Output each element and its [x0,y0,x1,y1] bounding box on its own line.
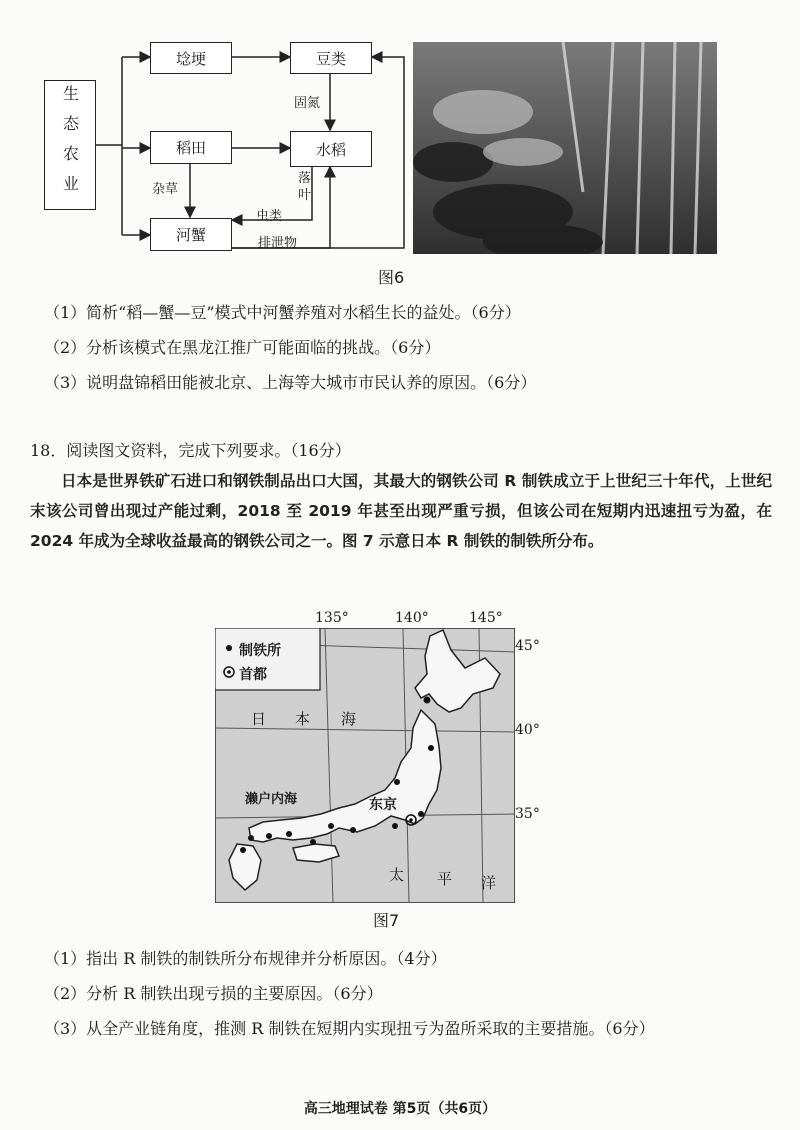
lat-label-35: 35° [515,806,540,822]
lon-label-135: 135° [315,610,349,626]
sea-of-japan-char-3: 海 [341,710,357,728]
figure6-caption: 图6 [378,268,405,287]
crab-box: 河蟹 [150,218,232,251]
q18-heading: 18．阅读图文资料，完成下列要求。（16分） [30,441,351,460]
q18-paragraph [30,466,772,556]
tokyo-label: 东京 [369,797,397,813]
inland-sea-label: 濑户内海 [245,792,298,807]
legend-plant-label: 制铁所 [239,643,281,659]
pacific-char-1: 太 [389,866,405,884]
bean-box: 豆类 [290,42,372,74]
eco-agriculture-box: 生态农业 [44,80,96,210]
leaves-label: 落叶 [298,171,312,203]
sea-of-japan-char-2: 本 [295,710,311,728]
legend-capital-label: 首都 [239,667,267,683]
pacific-char-2: 平 [437,870,453,888]
figure7-caption: 图7 [373,911,400,930]
q17-3: （3）说明盘锦稻田能被北京、上海等大城市市民认养的原因。（6分） [44,373,537,392]
weeds-label: 杂草 [152,182,179,197]
excreta-label: 排泄物 [258,236,298,251]
page-footer: 高三地理试卷 第5页（共6页） [303,1101,497,1117]
q17-1: （1）简析“稻—蟹—豆”模式中河蟹养殖对水稻生长的益处。（6分） [44,303,521,322]
q17-2: （2）分析该模式在黑龙江推广可能面临的挑战。（6分） [44,338,441,357]
q18-paragraph-text: 日本是世界铁矿石进口和钢铁制品出口大国，其最大的钢铁公司 R 制铁成立于上世纪三十年代，上世纪末该公司曾出现过产能过剩，2018 至 2019 年甚至出现严重亏损，但该公司在短期内迅速扭亏为盈，在 2024 年成为全球收益最高的钢铁公司之一。图 7 示意日本 R 制铁的制铁所分布。 [30,472,772,550]
lat-label-40: 40° [515,722,540,738]
nitrogen-label: 固氮 [294,96,321,111]
insects-label: 虫类 [256,209,283,224]
q18-3: （3）从全产业链角度，推测 R 制铁在短期内实现扭亏为盈所采取的主要措施。（6分） [44,1019,655,1038]
q18-1: （1）指出 R 制铁的制铁所分布规律并分析原因。（4分） [44,949,447,968]
rice-box: 水稻 [290,131,372,167]
sea-of-japan-char-1: 日 [251,710,267,728]
paddy-box: 稻田 [150,131,232,164]
rice-field-photo [413,42,717,254]
figure7-map [205,608,545,898]
lon-label-140: 140° [395,610,429,626]
pacific-char-3: 洋 [481,874,497,892]
ridge-box: 埝埂 [150,42,232,74]
lat-label-45: 45° [515,638,540,654]
lon-label-145: 145° [469,610,503,626]
q18-2: （2）分析 R 制铁出现亏损的主要原因。（6分） [44,984,383,1003]
legend-plant-symbol [226,645,232,651]
